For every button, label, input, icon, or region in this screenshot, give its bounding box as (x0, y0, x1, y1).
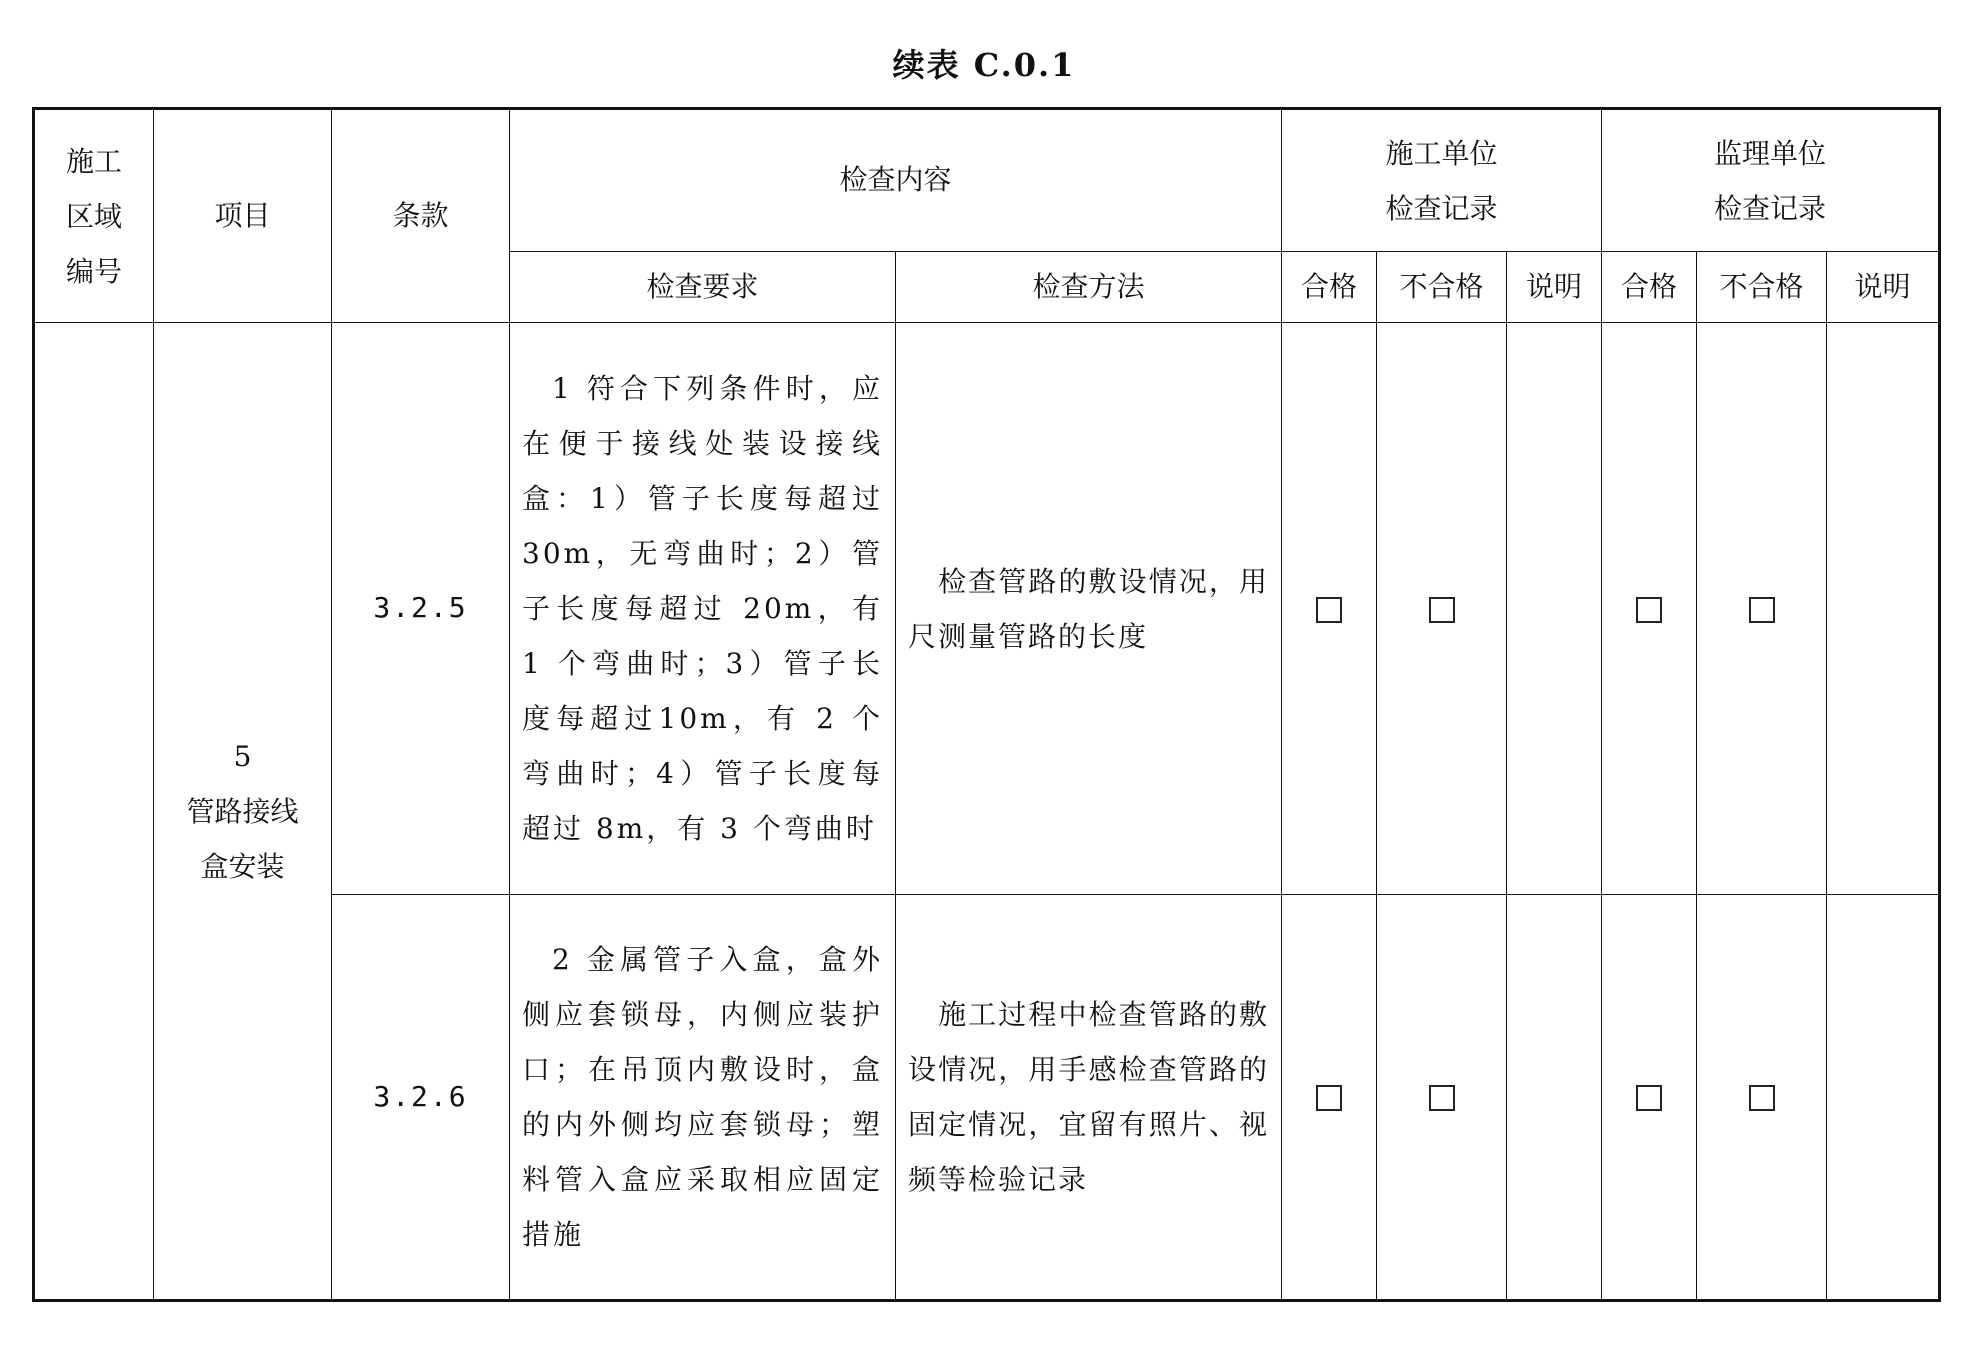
header-construction-unqualified: 不合格 (1377, 252, 1507, 323)
table-caption: 续表 C.0.1 (892, 46, 1076, 84)
inspection-table (32, 107, 1941, 1302)
header-requirement: 检查要求 (510, 252, 896, 323)
supervision-unqualified-checkbox[interactable] (1749, 1085, 1775, 1111)
construction-note-cell[interactable] (1507, 895, 1602, 1301)
header-clause: 条款 (332, 109, 510, 323)
header-construction-qualified: 合格 (1282, 252, 1377, 323)
supervision-unqualified-cell (1697, 895, 1827, 1301)
header-item: 项目 (154, 109, 332, 323)
header-inspection-content: 检查内容 (510, 109, 1282, 252)
header-supervision-qualified: 合格 (1602, 252, 1697, 323)
header-supervision-note: 说明 (1827, 252, 1940, 323)
supervision-unqualified-checkbox[interactable] (1749, 597, 1775, 623)
supervision-note-cell[interactable] (1827, 323, 1940, 895)
supervision-note-cell[interactable] (1827, 895, 1940, 1301)
construction-note-cell[interactable] (1507, 323, 1602, 895)
header-construction-unit-record: 施工单位 检查记录 (1282, 109, 1602, 252)
item-cell: 5 管路接线 盒安装 (154, 323, 332, 1301)
construction-unqualified-cell (1377, 323, 1507, 895)
table-row (34, 323, 1940, 895)
construction-unqualified-checkbox[interactable] (1429, 597, 1455, 623)
construction-unqualified-checkbox[interactable] (1429, 1085, 1455, 1111)
construction-qualified-checkbox[interactable] (1316, 1085, 1342, 1111)
construction-qualified-cell (1282, 323, 1377, 895)
clause-cell: 3.2.6 (332, 895, 510, 1301)
supervision-qualified-checkbox[interactable] (1636, 1085, 1662, 1111)
construction-unqualified-cell (1377, 895, 1507, 1301)
method-cell: 施工过程中检查管路的敷设情况，用手感检查管路的固定情况，宜留有照片、视频等检验记录 (896, 895, 1282, 1301)
requirement-cell: 1 符合下列条件时，应在便于接线处装设接线盒：1）管子长度每超过30m，无弯曲时；2）管子长度每超过 20m，有 1 个弯曲时；3）管子长度每超过10m，有 2 个弯曲时；4）管子长度每超过 8m，有 3 个弯曲时 (510, 323, 896, 895)
method-cell: 检查管路的敷设情况，用尺测量管路的长度 (896, 323, 1282, 895)
supervision-qualified-checkbox[interactable] (1636, 597, 1662, 623)
header-construction-note: 说明 (1507, 252, 1602, 323)
header-area-code: 施工 区域 编号 (34, 109, 154, 323)
header-supervision-unqualified: 不合格 (1697, 252, 1827, 323)
clause-cell: 3.2.5 (332, 323, 510, 895)
area-code-cell (34, 323, 154, 1301)
header-method: 检查方法 (896, 252, 1282, 323)
supervision-unqualified-cell (1697, 323, 1827, 895)
construction-qualified-cell (1282, 895, 1377, 1301)
supervision-qualified-cell (1602, 895, 1697, 1301)
requirement-cell: 2 金属管子入盒，盒外侧应套锁母，内侧应装护口；在吊顶内敷设时，盒的内外侧均应套锁母；塑料管入盒应采取相应固定措施 (510, 895, 896, 1301)
header-supervision-unit-record: 监理单位 检查记录 (1602, 109, 1940, 252)
supervision-qualified-cell (1602, 323, 1697, 895)
construction-qualified-checkbox[interactable] (1316, 597, 1342, 623)
